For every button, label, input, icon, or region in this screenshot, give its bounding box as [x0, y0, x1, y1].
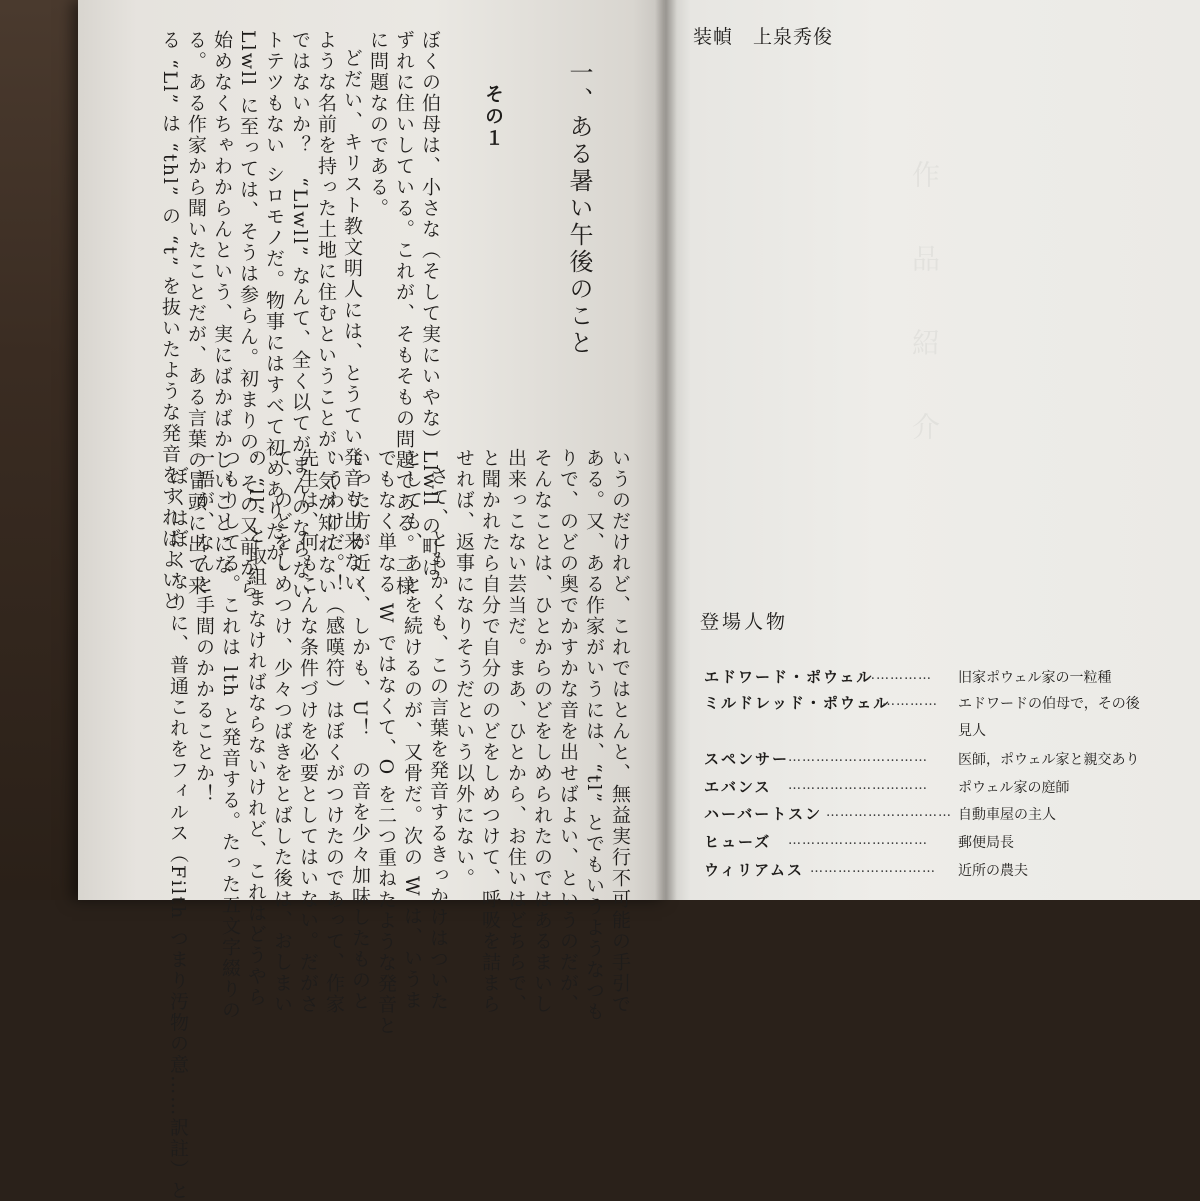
body-column: 始めなくちゃわからんという、実にばかばかしいことにな	[211, 30, 233, 576]
cast-dots: …………	[882, 694, 938, 709]
body-column: る “Ll” は “thl” の “t” を抜いたような発音をすればよいと	[159, 30, 181, 612]
cast-name: ハーバートスン	[704, 805, 823, 823]
body-column: に問題なのである。	[367, 30, 389, 219]
cast-name: ヒューズ	[704, 833, 772, 851]
body-column: そんなことは、ひとからのどをしめられたのではあるまいし	[531, 448, 553, 1015]
body-column: つもりしてる。これは lth と発音する。たった五文字綴りの	[219, 448, 241, 1022]
body-column: ぼくの伯母は、小さな（そして実にいやな）Llwll の町は	[419, 30, 441, 579]
body-column: ような名前を持った土地に住むということが、気が知れない	[315, 30, 337, 597]
body-column: ぼくはぼくなりに、普通これをフィルス（Filth つまり汚物の意……訳註）と	[167, 466, 189, 1201]
body-column: トテツもない シロモノだ。物事にはすべて初めありだが、	[263, 30, 285, 585]
body-column: どだい、キリスト教文明人には、とうてい発音も出来ない	[341, 48, 363, 594]
cast-desc: ポウェル家の庭師	[958, 780, 1070, 796]
body-column: せれば、返事になりそうだという以外にない。	[453, 448, 475, 889]
show-through-text: 作品紹介	[908, 160, 941, 496]
body-column: さて、ともかくも、この言葉を発音するきっかけはついた	[427, 466, 449, 1012]
cast-dots: ……………	[862, 668, 932, 683]
cast-desc: 近所の農夫	[958, 863, 1028, 879]
body-column: ではないか？ “Llwll” なんて、全く以てがまんのならない	[289, 30, 311, 602]
cast-dots: ………………………	[810, 861, 936, 876]
body-column: ある。又、ある作家がいうには、“tl” とでもいうようなつも	[583, 448, 605, 1023]
cast-desc: 郵便局長	[958, 835, 1014, 851]
chapter-title: 一、ある暑い午後のこと	[565, 60, 593, 357]
body-column: いった方が近く、しかも、U！ の音を少々加味したものと	[349, 448, 371, 1013]
cast-desc: 自動車屋の主人	[958, 807, 1056, 823]
cast-desc: 旧家ポウェル家の一粒種	[958, 670, 1112, 686]
body-column: でもなく単なる W ではなくて、O を二つ重ねたような発音と	[375, 448, 397, 1037]
body-column: 出来っこない芸当だ。まあ、ひとから、お住いはどちらで、	[505, 448, 527, 1015]
cast-dots: …………………………	[788, 778, 928, 793]
body-column: いうのだけれど、これではとんと、無益実行不可能の手引で	[609, 448, 631, 1015]
body-column: て、のどをしめつけ、少々つばきをとばした後は、おしまい	[271, 448, 293, 1015]
body-column: 一語が、なんと手間のかかることか！	[193, 448, 215, 805]
cast-name: エバンス	[704, 778, 772, 796]
cast-desc: 見人	[958, 723, 986, 739]
book-gutter	[655, 0, 677, 900]
chapter-subtitle: その１	[482, 84, 504, 150]
body-column: と聞かれたら自分で自分ののどをしめつけて、呼吸を詰まら	[479, 448, 501, 1015]
body-column: の “ll” と取組まなければならないけれど、これはどうやら	[245, 448, 267, 1008]
cast-dots: ………………………	[826, 805, 952, 820]
cast-desc: 医師，ポウェル家と親交あり	[958, 752, 1140, 768]
body-column: りで、のどの奥でかすかな音を出せばよい、というのだが、	[557, 448, 579, 1015]
cast-dots: …………………………	[788, 750, 928, 765]
cast-dots: …………………………	[788, 833, 928, 848]
cast-name: スペンサー	[704, 750, 790, 768]
cast-name: ウィリアムス	[704, 861, 805, 879]
body-column: 先生は、何もこんな条件づけを必要としてはいない。だがさ	[297, 448, 319, 1015]
cast-name: ミルドレッド・ポウェル	[704, 694, 891, 712]
designer-credit: 装幀 上泉秀俊	[693, 26, 834, 48]
body-column: Llwll に至っては、そうは参らん。初まりの、その又前から	[237, 30, 259, 600]
body-column: いうわけだ。！（感嘆符）はぼくがつけたのであって、作家	[323, 448, 345, 1015]
cast-desc: エドワードの伯母で，その後	[958, 696, 1140, 712]
body-column: る。ある作家から聞いたことだが、ある言葉の冒頭に出て来	[185, 30, 207, 597]
body-column: ずれに住いしている。これが、そもそもの問題である。二様	[393, 30, 415, 597]
body-column: としても、あとを続けるのが、又骨だ。次の W は、いうま	[401, 448, 423, 1011]
cast-heading: 登場人物	[700, 611, 789, 633]
cast-name: エドワード・ポウェル	[704, 668, 874, 686]
